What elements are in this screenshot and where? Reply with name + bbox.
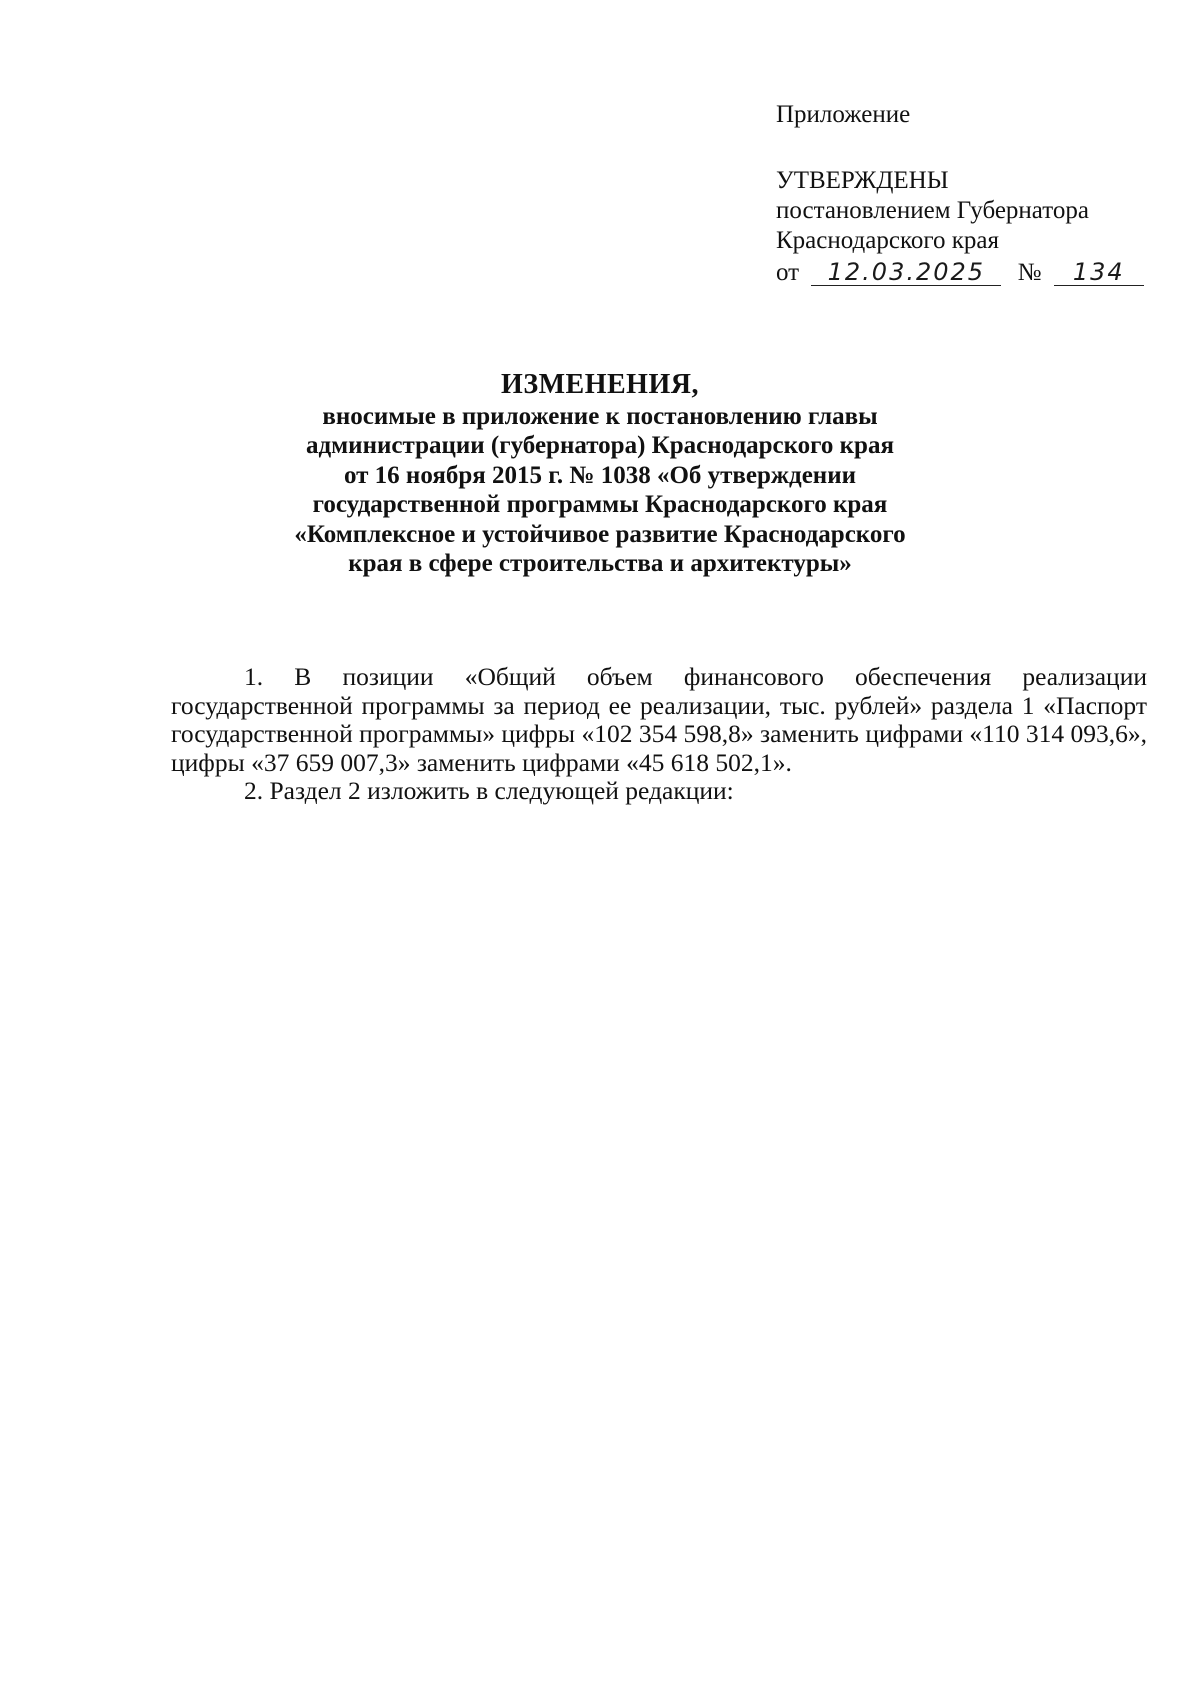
document-body	[171, 663, 1147, 806]
handwritten-date: 12.03.2025	[811, 259, 1001, 286]
title-line: вносимые в приложение к постановлению главы	[322, 402, 878, 430]
title-line: «Комплексное и устойчивое развитие Краснодарского	[294, 520, 906, 548]
approval-stamp-block	[776, 100, 1144, 288]
approved-region-line: Краснодарского края	[776, 227, 999, 254]
title-line: от 16 ноября 2015 г. № 1038 «Об утверждении	[343, 461, 857, 489]
approved-label: УТВЕРЖДЕНЫ	[776, 167, 949, 194]
document-title	[250, 370, 950, 579]
approved-by-line: постановлением Губернатора	[776, 197, 1089, 224]
annex-label: Приложение	[776, 101, 911, 128]
title-heading: ИЗМЕНЕНИЯ,	[501, 369, 699, 400]
paragraph-1: 1. В позиции «Общий объем финансового обеспечения реализации государственной программы за период ее реализации, тыс. рублей» раздела 1 «Паспорт государственной программы» цифры «102 354 598,8» заменить цифрами «110 314 093,6», цифры «37 659 007,3» заменить цифрами «45 618 502,1».	[171, 662, 1147, 777]
number-sign: №	[1017, 259, 1042, 286]
title-line: государственной программы Краснодарского края	[312, 491, 888, 518]
paragraph-2: 2. Раздел 2 изложить в следующей редакции:	[244, 776, 734, 805]
handwritten-number: 134	[1054, 259, 1144, 286]
date-prefix: от	[776, 259, 800, 286]
date-number-line	[776, 258, 1144, 288]
title-line: администрации (губернатора) Краснодарского края	[306, 432, 894, 459]
title-line: края в сфере строительства и архитектуры»	[348, 550, 852, 577]
